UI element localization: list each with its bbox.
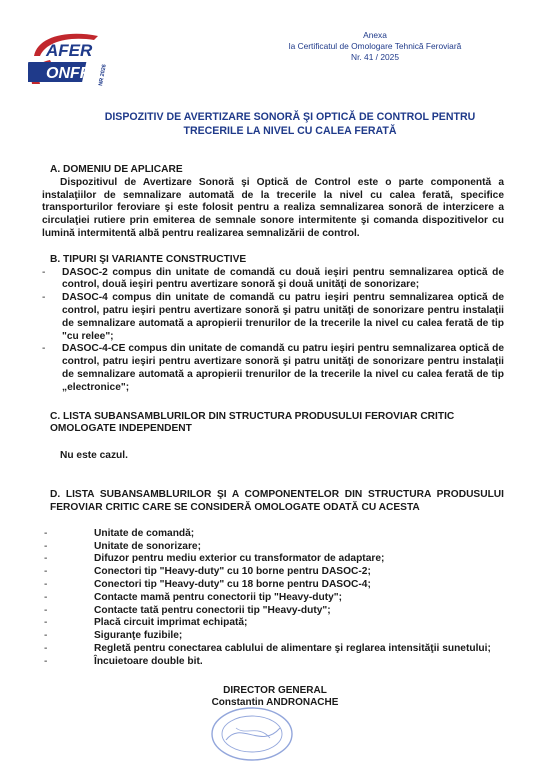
list-item: - Contacte tată pentru conectorii tip "Heavy-duty";	[42, 605, 504, 618]
list-item: - Unitate de sonorizare;	[42, 541, 504, 554]
signature-block	[190, 685, 360, 709]
section-d-heading: D. LISTA SUBANSAMBLURILOR ŞI A COMPONENTELOR DIN STRUCTURA PRODUSULUI FEROVIAR CRITIC CARE SE CONSIDERĂ OMOLOGATE ODATĂ CU ACESTA	[50, 489, 504, 513]
title-line-1: DISPOZITIV DE AVERTIZARE SONORĂ ŞI OPTICĂ DE CONTROL PENTRU	[104, 111, 476, 123]
section-c-text: Nu este cazul.	[60, 450, 128, 462]
logo-graphic	[28, 26, 118, 90]
section-d-list	[42, 528, 504, 669]
document-body	[42, 164, 504, 668]
afer-onfr-logo	[28, 26, 118, 90]
section-b-list	[42, 267, 504, 395]
list-item: - DASOC-2 compus din unitate de comandă cu două ieşiri pentru semnalizarea optică de control, două ieşiri pentru avertizare sonoră şi două unităţi de sonorizare;	[42, 267, 504, 293]
section-c-heading: C. LISTA SUBANSAMBLURILOR DIN STRUCTURA PRODUSULUI FEROVIAR CRITIC OMOLOGATE INDEPENDENT	[50, 410, 455, 435]
list-item: - Contacte mamă pentru conectorii tip "Heavy-duty";	[42, 592, 504, 605]
section-a-heading: A. DOMENIU DE APLICARE	[50, 164, 183, 175]
annex-header	[240, 30, 510, 63]
list-item: - Difuzor pentru mediu exterior cu transformator de adaptare;	[42, 553, 504, 566]
list-item: - DASOC-4-CE compus din unitate de comandă cu patru ieşiri pentru semnalizarea optică de control, patru ieşiri pentru avertizare sonoră şi patru unităţi de sonorizare pentru instalaţii de semnalizare automată a apropierii trenurilor de la trecerile la nivel cu calea ferată de tip „electronice";	[42, 343, 504, 394]
annex-certificate: la Certificatul de Omologare Tehnică Feroviară	[288, 41, 462, 51]
list-item: - Placă circuit imprimat echipată;	[42, 617, 504, 630]
list-item: - Siguranţe fuzibile;	[42, 630, 504, 643]
list-item: - DASOC-4 compus din unitate de comandă cu patru ieşiri pentru semnalizarea optică de control, patru ieşiri pentru avertizare sonoră şi patru unităţi de sonorizare pentru instalaţii de semnalizare automată a apropierii trenurilor de la trecerile la nivel cu calea ferată de tip "cu relee";	[42, 292, 504, 343]
list-item: - Regletă pentru conectarea cablului de alimentare şi reglarea intensităţii sunetului;	[42, 643, 504, 656]
annex-label: Anexa	[363, 30, 387, 40]
signatory-role: DIRECTOR GENERAL	[223, 685, 327, 696]
list-item: - Unitate de comandă;	[42, 528, 504, 541]
official-stamp	[206, 700, 298, 762]
list-item: - Conectori tip "Heavy-duty" cu 10 borne pentru DASOC-2;	[42, 566, 504, 579]
signatory-name: Constantin ANDRONACHE	[211, 697, 339, 708]
annex-number: Nr. 41 / 2025	[351, 52, 399, 62]
list-item: - Încuietoare double bit.	[42, 656, 504, 669]
logo-text-top: AFER	[46, 41, 93, 60]
title-line-2: TRECERILE LA NIVEL CU CALEA FERATĂ	[183, 125, 397, 137]
section-a-text: Dispozitivul de Avertizare Sonoră şi Optică de Control este o parte componentă a instalaţiilor de semnalizare automată de la trecerile la nivel cu calea ferată, specifice transporturilor feroviare şi este folosit pentru a realiza semnalizarea sonoră de interzicere a circulaţiei rutiere prin emiterea de semnale sonore intermitente şi comanda dispozitivelor cu lumină intermitentă albă pentru realizarea semnalizării de control.	[42, 176, 504, 239]
logo-side-text: NR 2026	[98, 63, 108, 87]
section-b-heading: B. TIPURI ŞI VARIANTE CONSTRUCTIVE	[50, 253, 247, 265]
list-item: - Conectori tip "Heavy-duty" cu 18 borne pentru DASOC-4;	[42, 579, 504, 592]
logo-text-bottom: ONFR	[46, 65, 92, 82]
document-title	[80, 110, 500, 138]
